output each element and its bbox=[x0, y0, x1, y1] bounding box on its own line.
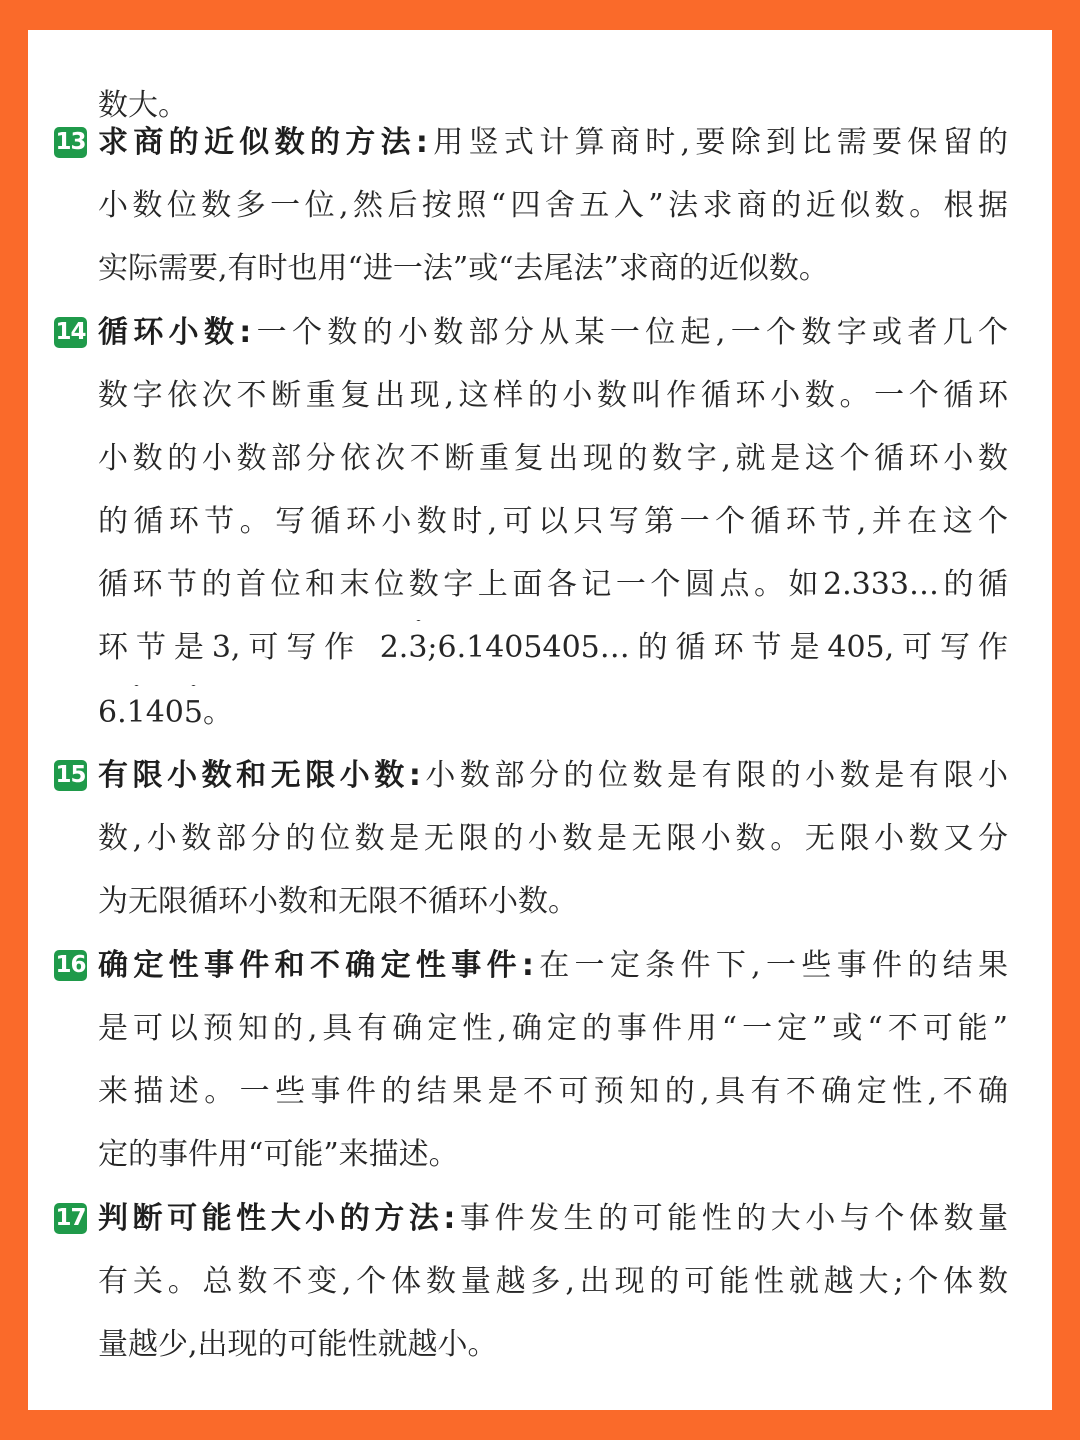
example-text-a: 环节是3,可写作 bbox=[98, 630, 363, 665]
item-15-first-text: 小数部分的位数是有限的小数是有限小 bbox=[420, 758, 1008, 793]
item-14-line-5: 循环节的首位和末位数字上面各记一个圆点。如2.333…的循 bbox=[98, 567, 1008, 602]
item-16-line-3: 来描述。一些事件的结果是不可预知的,具有不确定性,不确 bbox=[98, 1074, 1008, 1109]
item-14-line-1 bbox=[98, 305, 1008, 361]
repeating-decimal-2: 6.1405 bbox=[98, 695, 203, 730]
repetend-dot-end: 5 bbox=[184, 685, 203, 741]
item-17-line-3: 量越少,出现的可能性就越小。 bbox=[98, 1327, 498, 1362]
page-sheet bbox=[28, 30, 1052, 1410]
item-14-term: 循环小数: bbox=[98, 315, 252, 350]
item-14-line-6 bbox=[98, 620, 1008, 676]
item-14-line-3: 小数的小数部分依次不断重复出现的数字,就是这个循环小数 bbox=[98, 441, 1008, 476]
item-number-badge-14: 14 bbox=[54, 317, 87, 348]
item-16-term: 确定性事件和不确定性事件: bbox=[98, 948, 534, 983]
item-13-line-2: 小数位数多一位,然后按照“四舍五入”法求商的近似数。根据 bbox=[98, 188, 1008, 223]
item-13-first-text: 用竖式计算商时,要除到比需要保留的 bbox=[427, 125, 1008, 160]
example-text-b: ;6.1405405…的循环节是405,可写作 bbox=[427, 630, 1008, 665]
item-number-badge-15: 15 bbox=[54, 760, 87, 791]
item-13-line-3: 实际需要,有时也用“进一法”或“去尾法”求商的近似数。 bbox=[98, 251, 829, 286]
item-16-line-4: 定的事件用“可能”来描述。 bbox=[98, 1137, 459, 1172]
item-16-first-text: 在一定条件下,一些事件的结果 bbox=[533, 948, 1008, 983]
item-13-line-1 bbox=[98, 115, 1008, 171]
item-13-term: 求商的近似数的方法: bbox=[98, 125, 428, 160]
item-17-term: 判断可能性大小的方法: bbox=[98, 1201, 456, 1236]
repetend-dot-start: 1 bbox=[127, 685, 146, 741]
item-14-line-4: 的循环节。写循环小数时,可以只写第一个循环节,并在这个 bbox=[98, 504, 1008, 539]
item-14-first-text: 一个数的小数部分从某一位起,一个数字或者几个 bbox=[251, 315, 1008, 350]
content bbox=[28, 30, 1052, 1410]
repeating-decimal-1: 2.3 bbox=[380, 630, 428, 665]
item-14-line-2: 数字依次不断重复出现,这样的小数叫作循环小数。一个循环 bbox=[98, 378, 1008, 413]
item-16-line-1 bbox=[98, 938, 1008, 994]
repetend-dot-digit: 3 bbox=[408, 620, 427, 676]
item-number-badge-17: 17 bbox=[54, 1203, 87, 1234]
item-15-line-3: 为无限循环小数和无限不循环小数。 bbox=[98, 884, 578, 919]
item-17-line-1 bbox=[98, 1191, 1008, 1247]
item-number-badge-13: 13 bbox=[54, 127, 87, 158]
item-15-line-2: 数,小数部分的位数是无限的小数是无限小数。无限小数又分 bbox=[98, 821, 1008, 856]
item-17-first-text: 事件发生的可能性的大小与个体数量 bbox=[455, 1201, 1008, 1236]
item-15-term: 有限小数和无限小数: bbox=[98, 758, 421, 793]
item-number-badge-16: 16 bbox=[54, 950, 87, 981]
item-17-line-2: 有关。总数不变,个体数量越多,出现的可能性就越大;个体数 bbox=[98, 1264, 1008, 1299]
item-15-line-1 bbox=[98, 748, 1008, 804]
item-14-line-7: 6.1405。 bbox=[98, 685, 1008, 741]
continued-line: 数大。 bbox=[98, 88, 188, 123]
item-16-line-2: 是可以预知的,具有确定性,确定的事件用“一定”或“不可能” bbox=[98, 1011, 1008, 1046]
